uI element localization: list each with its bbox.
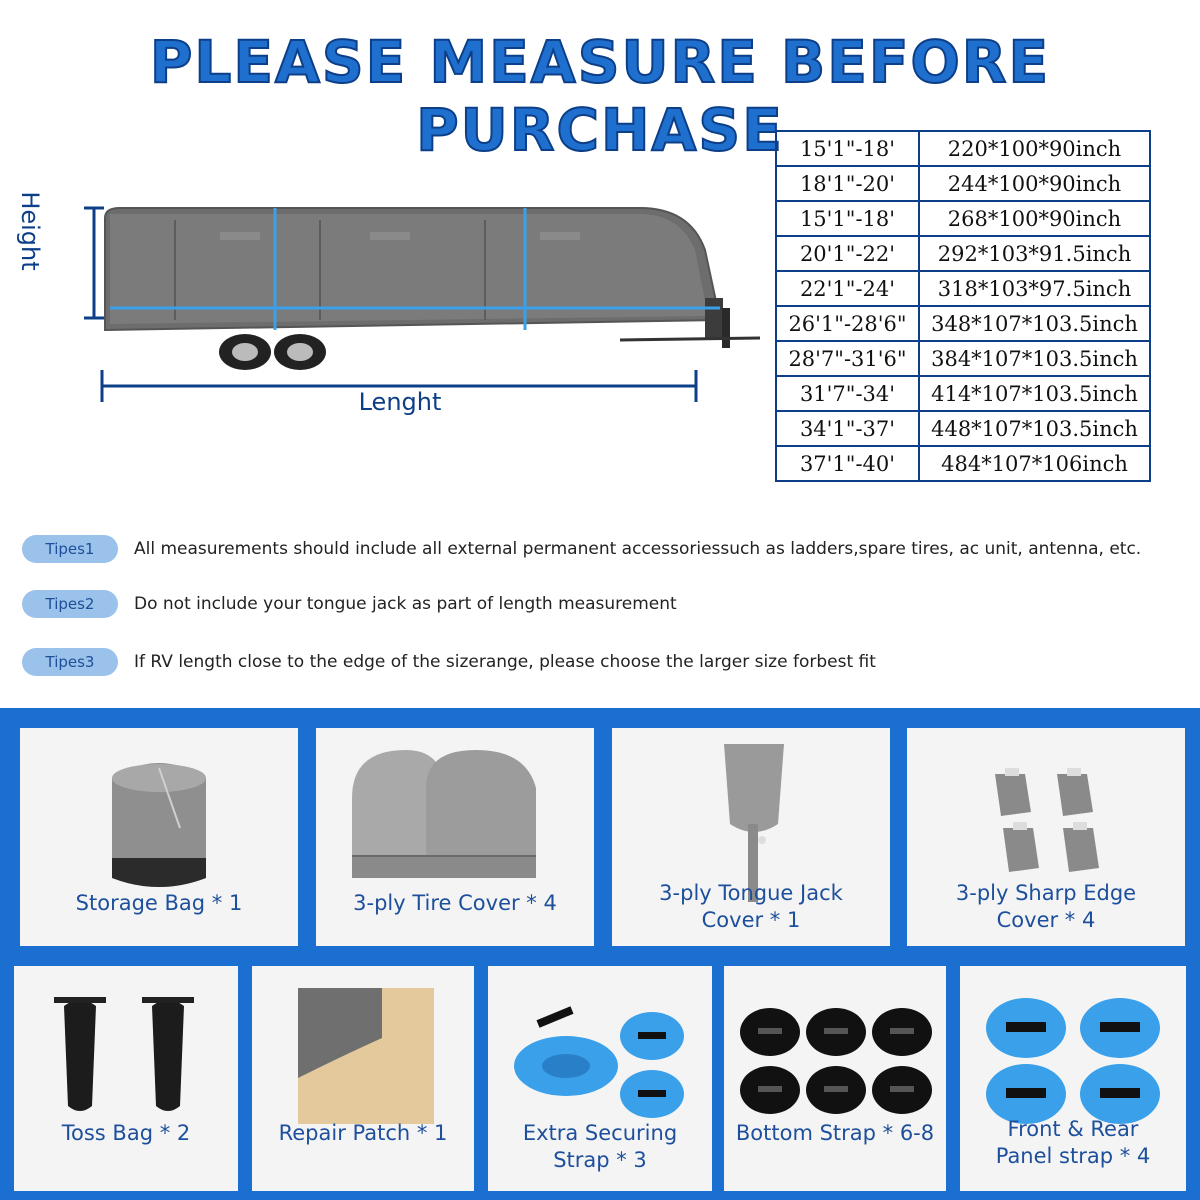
size-range-cell: 28'7"-31'6" (776, 341, 919, 376)
cover-dimensions-cell: 318*103*97.5inch (919, 271, 1150, 306)
size-table-row (776, 341, 1150, 376)
accessory-caption: Repair Patch * 1 (278, 1121, 448, 1145)
size-range-cell: 20'1"-22' (776, 236, 919, 271)
tip-label: Tipes3 (22, 648, 118, 676)
accessory-card-bottom-strap (724, 966, 946, 1191)
bottom-strap-icon (724, 966, 946, 1191)
size-range-cell: 22'1"-24' (776, 271, 919, 306)
accessory-caption: Bottom Strap * 6-8 (735, 1121, 935, 1145)
size-table-row (776, 166, 1150, 201)
accessory-caption: 3-ply Tongue Jack Cover * 1 (659, 881, 843, 932)
tip-text: Do not include your tongue jack as part of length measurement (134, 594, 677, 614)
accessory-caption: Front & Rear Panel strap * 4 (995, 1117, 1151, 1168)
toss-bag-icon (14, 966, 238, 1191)
repair-patch-icon (252, 966, 474, 1191)
size-table-row (776, 201, 1150, 236)
accessory-caption: Extra Securing Strap * 3 (522, 1121, 678, 1172)
accessory-card-securing-strap (488, 966, 712, 1191)
size-table-row (776, 236, 1150, 271)
cover-dimensions-cell: 414*107*103.5inch (919, 376, 1150, 411)
size-table-row (776, 411, 1150, 446)
accessory-card-sharp-edge-cover (907, 728, 1185, 946)
tip-text: If RV length close to the edge of the sizerange, please choose the larger size forbest fit (134, 652, 876, 672)
cover-dimensions-cell: 348*107*103.5inch (919, 306, 1150, 341)
size-table-row (776, 446, 1150, 481)
accessory-caption: 3-ply Sharp Edge Cover * 4 (955, 881, 1137, 932)
page-title: PLEASE MEASURE BEFORE PURCHASE (149, 28, 1051, 164)
size-table-row (776, 376, 1150, 411)
size-range-cell: 34'1"-37' (776, 411, 919, 446)
accessory-card-tire-cover (316, 728, 594, 946)
size-range-cell: 31'7"-34' (776, 376, 919, 411)
size-table-row (776, 306, 1150, 341)
tip-label: Tipes1 (22, 535, 118, 563)
accessory-caption: Toss Bag * 2 (61, 1121, 191, 1145)
size-table-row (776, 271, 1150, 306)
size-range-cell: 15'1"-18' (776, 131, 919, 166)
cover-dimensions-cell: 220*100*90inch (919, 131, 1150, 166)
accessory-caption: 3-ply Tire Cover * 4 (353, 891, 557, 915)
size-table-row (776, 131, 1150, 166)
height-label: Height (16, 191, 44, 271)
size-table (775, 130, 1151, 482)
accessory-card-toss-bag (14, 966, 238, 1191)
accessory-card-repair-patch (252, 966, 474, 1191)
length-label: Lenght (358, 388, 442, 416)
size-range-cell: 26'1"-28'6" (776, 306, 919, 341)
accessory-card-tongue-jack-cover (612, 728, 890, 946)
accessories-panel (0, 708, 1200, 1200)
cover-dimensions-cell: 244*100*90inch (919, 166, 1150, 201)
cover-dimensions-cell: 292*103*91.5inch (919, 236, 1150, 271)
accessory-caption: Storage Bag * 1 (75, 891, 243, 915)
cover-dimensions-cell: 268*100*90inch (919, 201, 1150, 236)
cover-dimensions-cell: 448*107*103.5inch (919, 411, 1150, 446)
cover-dimensions-cell: 384*107*103.5inch (919, 341, 1150, 376)
size-range-cell: 37'1"-40' (776, 446, 919, 481)
accessory-card-storage-bag (20, 728, 298, 946)
size-range-cell: 18'1"-20' (776, 166, 919, 201)
tip-label: Tipes2 (22, 590, 118, 618)
cover-dimensions-cell: 484*107*106inch (919, 446, 1150, 481)
accessory-card-panel-strap (960, 966, 1186, 1191)
tip-text: All measurements should include all external permanent accessoriessuch as ladders,spare tires, ac unit, antenna, etc. (134, 539, 1142, 559)
size-range-cell: 15'1"-18' (776, 201, 919, 236)
